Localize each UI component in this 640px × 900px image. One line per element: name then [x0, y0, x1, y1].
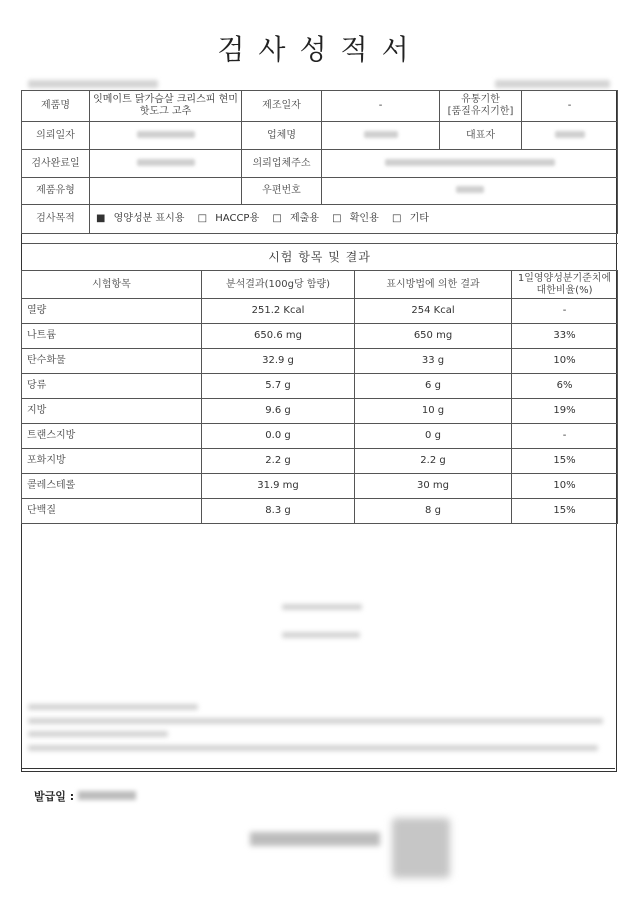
row-ratio: 33% — [512, 324, 618, 349]
redacted-issuer-name — [250, 832, 380, 846]
company-label: 업체명 — [242, 122, 322, 150]
row-display: 6 g — [355, 374, 512, 399]
row-ratio: 10% — [512, 474, 618, 499]
row-analysis: 32.9 g — [202, 349, 355, 374]
row-analysis: 650.6 mg — [202, 324, 355, 349]
purpose-option: □ HACCP용 — [197, 213, 260, 224]
row-ratio: 10% — [512, 349, 618, 374]
results-section-title: 시험 항목 및 결과 — [22, 244, 618, 271]
row-display: 2.2 g — [355, 449, 512, 474]
issue-date-value-redacted — [78, 791, 136, 800]
row-analysis: 2.2 g — [202, 449, 355, 474]
row-item: 나트륨 — [22, 324, 202, 349]
row-item: 포화지방 — [22, 449, 202, 474]
row-item: 콜레스테롤 — [22, 474, 202, 499]
mfg-date-label: 제조일자 — [242, 91, 322, 122]
row-item: 당류 — [22, 374, 202, 399]
row-analysis: 9.6 g — [202, 399, 355, 424]
row-item: 탄수화물 — [22, 349, 202, 374]
col-header-analysis: 분석결과(100g당 함량) — [202, 271, 355, 299]
row-ratio: 19% — [512, 399, 618, 424]
col-header-display: 표시방법에 의한 결과 — [355, 271, 512, 299]
issue-date-label: 발급일 : — [34, 790, 75, 803]
ceo-label: 대표자 — [440, 122, 522, 150]
expiry-value: - — [522, 91, 618, 122]
row-ratio: 15% — [512, 499, 618, 524]
purpose-option: ■ 영양성분 표시용 — [96, 213, 185, 224]
row-display: 10 g — [355, 399, 512, 424]
mfg-date-value: - — [322, 91, 440, 122]
purpose-option: □ 제출용 — [272, 213, 319, 224]
product-type-label: 제품유형 — [22, 178, 90, 205]
row-display: 0 g — [355, 424, 512, 449]
redacted-seal — [392, 818, 450, 878]
row-analysis: 0.0 g — [202, 424, 355, 449]
request-date-label: 의뢰일자 — [22, 122, 90, 150]
completion-date-label: 검사완료일 — [22, 150, 90, 178]
row-analysis: 31.9 mg — [202, 474, 355, 499]
postal-code-label: 우편번호 — [242, 178, 322, 205]
purpose-option: □ 기타 — [391, 213, 429, 224]
expiry-label-main: 유통기한 — [461, 94, 500, 105]
row-ratio: - — [512, 424, 618, 449]
purpose-option: □ 확인용 — [332, 213, 379, 224]
row-analysis: 251.2 Kcal — [202, 299, 355, 324]
purpose-label: 검사목적 — [22, 205, 90, 234]
row-ratio: - — [512, 299, 618, 324]
footer-divider — [21, 768, 615, 769]
row-display: 254 Kcal — [355, 299, 512, 324]
row-display: 650 mg — [355, 324, 512, 349]
expiry-label-sub: [품질유지기한] — [447, 106, 514, 117]
row-display: 33 g — [355, 349, 512, 374]
row-ratio: 15% — [512, 449, 618, 474]
document-title: 검사성적서 — [217, 33, 423, 66]
row-ratio: 6% — [512, 374, 618, 399]
row-analysis: 5.7 g — [202, 374, 355, 399]
col-header-item: 시험항목 — [22, 271, 202, 299]
product-name-value: 잇메이트 닭가슴살 크리스피 현미핫도그 고추 — [90, 91, 242, 122]
row-item: 트랜스지방 — [22, 424, 202, 449]
row-analysis: 8.3 g — [202, 499, 355, 524]
client-address-label: 의뢰업체주소 — [242, 150, 322, 178]
row-item: 지방 — [22, 399, 202, 424]
col-header-ratio: 1일영양성분기준치에 대한비율(%) — [512, 271, 618, 299]
product-name-label: 제품명 — [22, 91, 90, 122]
row-item: 단백질 — [22, 499, 202, 524]
row-item: 열량 — [22, 299, 202, 324]
row-display: 30 mg — [355, 474, 512, 499]
row-display: 8 g — [355, 499, 512, 524]
